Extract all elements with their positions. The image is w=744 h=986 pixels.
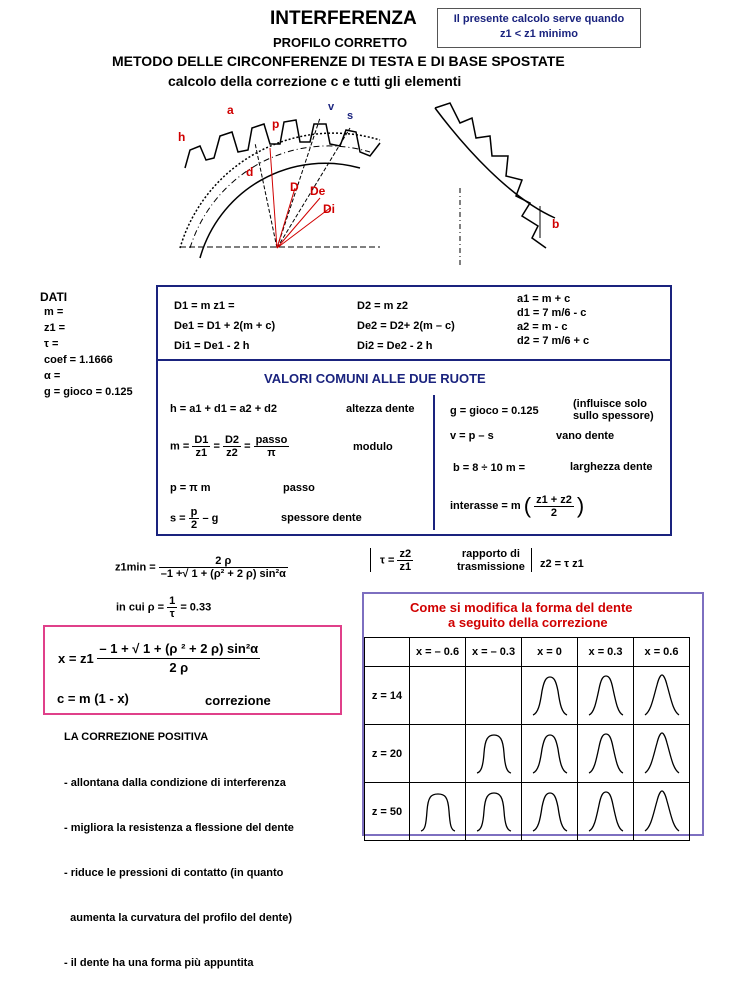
frac-d1-z1: $\frac{D1}{z1}$ xyxy=(194,434,209,459)
dati-line: coef = 1.1666 xyxy=(44,354,113,366)
desc-h: altezza dente xyxy=(346,403,415,415)
formula-de2: De2 = D2+ 2(m – c) xyxy=(357,320,455,332)
formula-a2: a2 = m - c xyxy=(517,321,568,333)
desc-b: larghezza dente xyxy=(570,461,653,473)
g-note: (influisce solo sullo spessore) xyxy=(573,398,654,422)
empty-cell xyxy=(410,667,466,725)
formula-dd1: d1 = 7 m/6 - c xyxy=(517,307,587,319)
tooth-shape xyxy=(634,783,690,841)
tooth-shape xyxy=(578,783,634,841)
formula-p: p = π m xyxy=(170,482,211,494)
valori-title: VALORI COMUNI ALLE DUE RUOTE xyxy=(264,371,486,386)
tooth-shape xyxy=(634,725,690,783)
formula-b: b = 8 ÷ 10 m = xyxy=(453,462,526,474)
formula-interasse: interasse = m ( $\frac{z1 + z2}{2}$ ) xyxy=(450,493,585,519)
formulas-col-3 xyxy=(517,292,589,348)
col-header: x = 0.3 xyxy=(578,638,634,667)
row-header: z = 50 xyxy=(365,783,410,841)
formulas-col-1 xyxy=(174,296,275,356)
label-D: D xyxy=(290,180,299,194)
page-title: INTERFERENZA xyxy=(270,8,417,29)
formula-z2: z2 = τ z1 xyxy=(540,558,584,570)
formula-m xyxy=(170,434,289,459)
dati-title: DATI xyxy=(40,290,68,304)
empty-cell xyxy=(410,725,466,783)
tooth-shape xyxy=(522,783,578,841)
m-eq: = xyxy=(213,440,220,453)
formulas-col-2 xyxy=(357,296,455,356)
formula-z1min: z1min = $\frac{2 \rho}{\text{–1 +√ 1 + (ρ² + 2 ρ) sin²α}}$ xyxy=(115,555,286,580)
correction-item: - riduce le pressioni di contatto (in quanto xyxy=(64,867,284,879)
tooth-shape xyxy=(466,725,522,783)
label-De: De xyxy=(310,184,326,198)
formula-x: x = z1 $\frac{\text{– 1 + √ 1 + (ρ ² + 2 ρ) sin²α}}{2 \rho}$ xyxy=(58,641,259,675)
shape-table-title-1: Come si modifica la forma del dente xyxy=(410,600,633,615)
tooth-shape xyxy=(634,667,690,725)
formula-rho: in cui ρ = $\frac{1}{\tau}$ = 0.33 xyxy=(116,595,212,620)
tooth-shape xyxy=(578,667,634,725)
frac-passo-pi: $\frac{\text{passo}}{\pi}$ xyxy=(255,434,288,459)
tooth-shape xyxy=(522,667,578,725)
formula-di2: Di2 = De2 - 2 h xyxy=(357,340,433,352)
correction-item: aumenta la curvatura del profilo del dente) xyxy=(64,912,292,924)
shape-table-title-2: a seguito della correzione xyxy=(448,615,608,630)
desc-v: vano dente xyxy=(556,430,615,442)
ratio-sep-2 xyxy=(531,548,532,572)
method-subheading: calcolo della correzione c e tutti gli elementi xyxy=(168,73,462,89)
correction-item: - il dente ha una forma più appuntita xyxy=(64,957,254,969)
frac-d2-z2: $\frac{D2}{z2}$ xyxy=(224,434,240,459)
desc-c: correzione xyxy=(205,693,271,708)
col-header: x = 0 xyxy=(522,638,578,667)
formula-a1: a1 = m + c xyxy=(517,293,571,305)
dati-line: z1 = xyxy=(44,322,66,334)
corner-cell xyxy=(365,638,410,667)
label-Di: Di xyxy=(323,202,335,216)
label-v: v xyxy=(328,101,335,113)
note-box xyxy=(437,8,641,48)
desc-m: modulo xyxy=(353,441,393,453)
empty-cell xyxy=(466,667,522,725)
label-d: d xyxy=(246,165,254,179)
correction-item: - migliora la resistenza a flessione del dente xyxy=(64,822,294,834)
formula-di1: Di1 = De1 - 2 h xyxy=(174,340,250,352)
tooth-shape xyxy=(410,783,466,841)
label-h: h xyxy=(178,130,186,144)
formula-d2: D2 = m z2 xyxy=(357,300,409,312)
tooth-shape xyxy=(466,783,522,841)
ratio-desc: rapporto di trasmissione xyxy=(457,548,525,573)
m-eq-2: = xyxy=(244,440,251,453)
correction-item: - allontana dalla condizione di interferenza xyxy=(64,777,286,789)
formula-d1: D1 = m z1 = xyxy=(174,300,235,312)
note-line-2: z1 < z1 minimo xyxy=(500,28,578,40)
note-line-1: Il presente calcolo serve quando xyxy=(453,13,625,25)
label-a: a xyxy=(227,103,234,117)
correction-list xyxy=(64,746,294,986)
tooth-shape xyxy=(578,725,634,783)
correction-title: LA CORREZIONE POSITIVA xyxy=(64,731,209,743)
m-lhs: m = xyxy=(170,440,190,453)
tooth-shape xyxy=(522,725,578,783)
dati-line: α = xyxy=(44,370,61,382)
page-subtitle: PROFILO CORRETTO xyxy=(273,35,408,50)
formula-c: c = m (1 - x) xyxy=(57,691,129,706)
formula-dd2: d2 = 7 m/6 + c xyxy=(517,335,590,347)
dati-line: τ = xyxy=(44,338,59,350)
gear-diagram xyxy=(160,88,580,278)
formula-tau: τ = $\frac{z2}{z1}$ xyxy=(380,548,412,573)
desc-p: passo xyxy=(283,482,315,494)
ratio-sep-1 xyxy=(370,548,371,572)
method-heading: METODO DELLE CIRCONFERENZE DI TESTA E DI BASE SPOSTATE xyxy=(112,53,565,69)
shape-table xyxy=(364,637,690,841)
valori-divider xyxy=(433,395,435,530)
col-header: x = – 0.6 xyxy=(410,638,466,667)
frac-z1z2-2: $\frac{z1 + z2}{2}$ xyxy=(536,493,572,519)
dati-line: g = gioco = 0.125 xyxy=(44,386,133,398)
formula-h: h = a1 + d1 = a2 + d2 xyxy=(170,403,278,415)
col-header: x = – 0.3 xyxy=(466,638,522,667)
label-p: p xyxy=(272,117,280,131)
row-header: z = 20 xyxy=(365,725,410,783)
dati-line: m = xyxy=(44,306,64,318)
formula-s: s = $\frac{p}{2}$ – g xyxy=(170,506,219,531)
formula-de1: De1 = D1 + 2(m + c) xyxy=(174,320,276,332)
dati-list xyxy=(44,304,133,400)
formula-g: g = gioco = 0.125 xyxy=(450,405,539,417)
row-header: z = 14 xyxy=(365,667,410,725)
col-header: x = 0.6 xyxy=(634,638,690,667)
desc-s: spessore dente xyxy=(281,512,362,524)
frac-p-2: $\frac{p}{2}$ xyxy=(190,506,198,531)
label-b: b xyxy=(552,217,560,231)
formula-v: v = p – s xyxy=(450,430,494,442)
label-s: s xyxy=(347,110,354,122)
